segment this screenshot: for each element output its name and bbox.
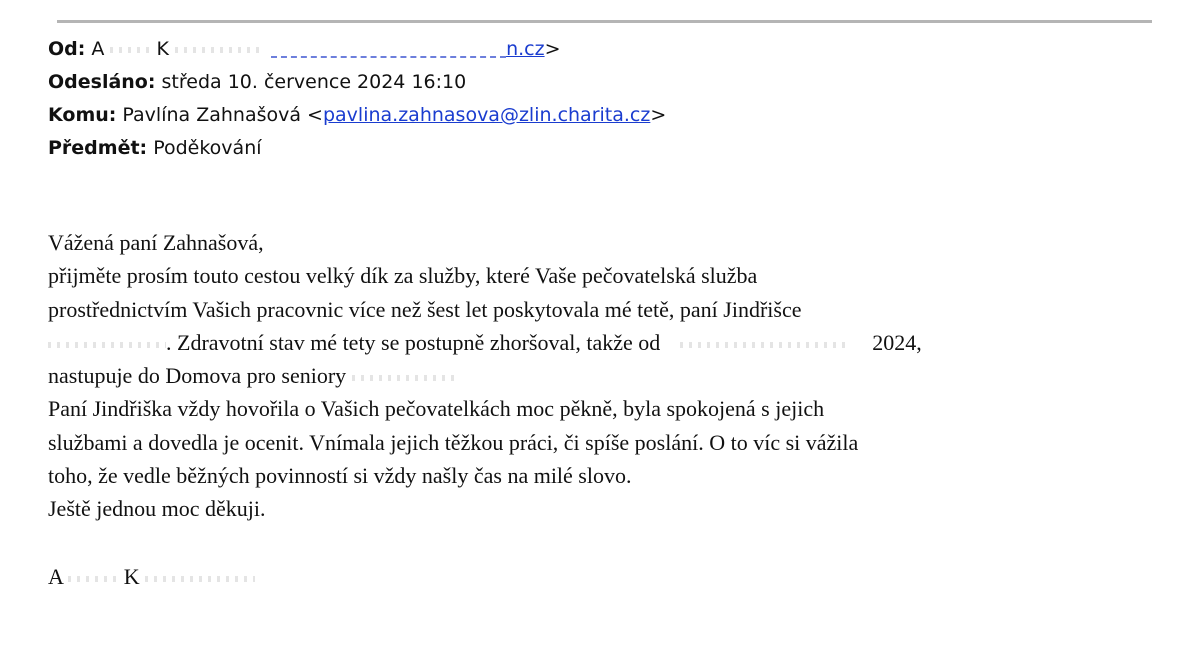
sent-label: Odesláno: xyxy=(48,71,156,93)
body-line: prostřednictvím Vašich pracovnic více než šest let poskytovala mé tetě, paní Jindřišce xyxy=(48,296,802,322)
from-name-initial: A xyxy=(91,38,105,60)
body-line xyxy=(48,359,1158,392)
body-fragment: . Zdravotní stav mé tety se postupně zhoršoval, takže od xyxy=(166,329,661,355)
sent-value: středa 10. července 2024 16:10 xyxy=(161,71,467,93)
subject-value: Poděkování xyxy=(153,137,262,159)
to-angle-open: < xyxy=(307,104,323,126)
redacted-date xyxy=(680,342,850,348)
body-line: Paní Jindřiška vždy hovořila o Vašich pečovatelkách moc pěkně, byla spokojená s jejich xyxy=(48,396,825,422)
subject-row xyxy=(48,132,666,165)
email-body xyxy=(48,226,1158,526)
to-email-link[interactable]: pavlina.zahnasova@zlin.charita.cz xyxy=(322,104,651,126)
redacted-signature-surname xyxy=(145,576,255,582)
redacted-aunt-surname xyxy=(48,342,166,348)
email-header xyxy=(48,33,666,165)
to-name: Pavlína Zahnašová xyxy=(122,104,301,126)
redacted-first-name xyxy=(110,47,150,53)
header-separator-line xyxy=(57,20,1152,23)
from-angle-close: > xyxy=(544,38,561,60)
to-label: Komu: xyxy=(48,104,117,126)
redacted-surname xyxy=(175,47,265,53)
redacted-signature-first-name xyxy=(68,576,118,582)
to-angle-close: > xyxy=(650,104,667,126)
body-fragment: nastupuje do Domova pro seniory xyxy=(48,363,347,389)
to-row xyxy=(48,99,666,132)
signature-last-initial: K xyxy=(123,564,140,589)
redacted-care-home xyxy=(352,375,457,381)
sent-row xyxy=(48,66,666,99)
from-label: Od: xyxy=(48,38,86,60)
subject-label: Předmět: xyxy=(48,137,148,159)
body-line: službami a dovedla je ocenit. Vnímala jejich těžkou práci, či spíše poslání. O to víc si vážila xyxy=(48,429,859,455)
body-line: toho, že vedle běžných povinností si vždy našly čas na milé slovo. xyxy=(48,463,632,489)
body-line: přijměte prosím touto cestou velký dík za služby, které Vaše pečovatelská služba xyxy=(48,263,758,289)
redacted-email-link xyxy=(271,54,506,58)
from-row xyxy=(48,33,666,66)
signature xyxy=(48,562,255,592)
from-surname-initial: K xyxy=(156,38,169,60)
greeting: Vážená paní Zahnašová, xyxy=(48,230,264,255)
body-fragment: 2024, xyxy=(872,329,922,355)
signature-first-initial: A xyxy=(48,564,63,589)
closing-line: Ještě jednou moc děkuji. xyxy=(48,496,266,522)
from-email-link[interactable]: n.cz xyxy=(506,38,545,60)
body-line xyxy=(48,326,1158,359)
